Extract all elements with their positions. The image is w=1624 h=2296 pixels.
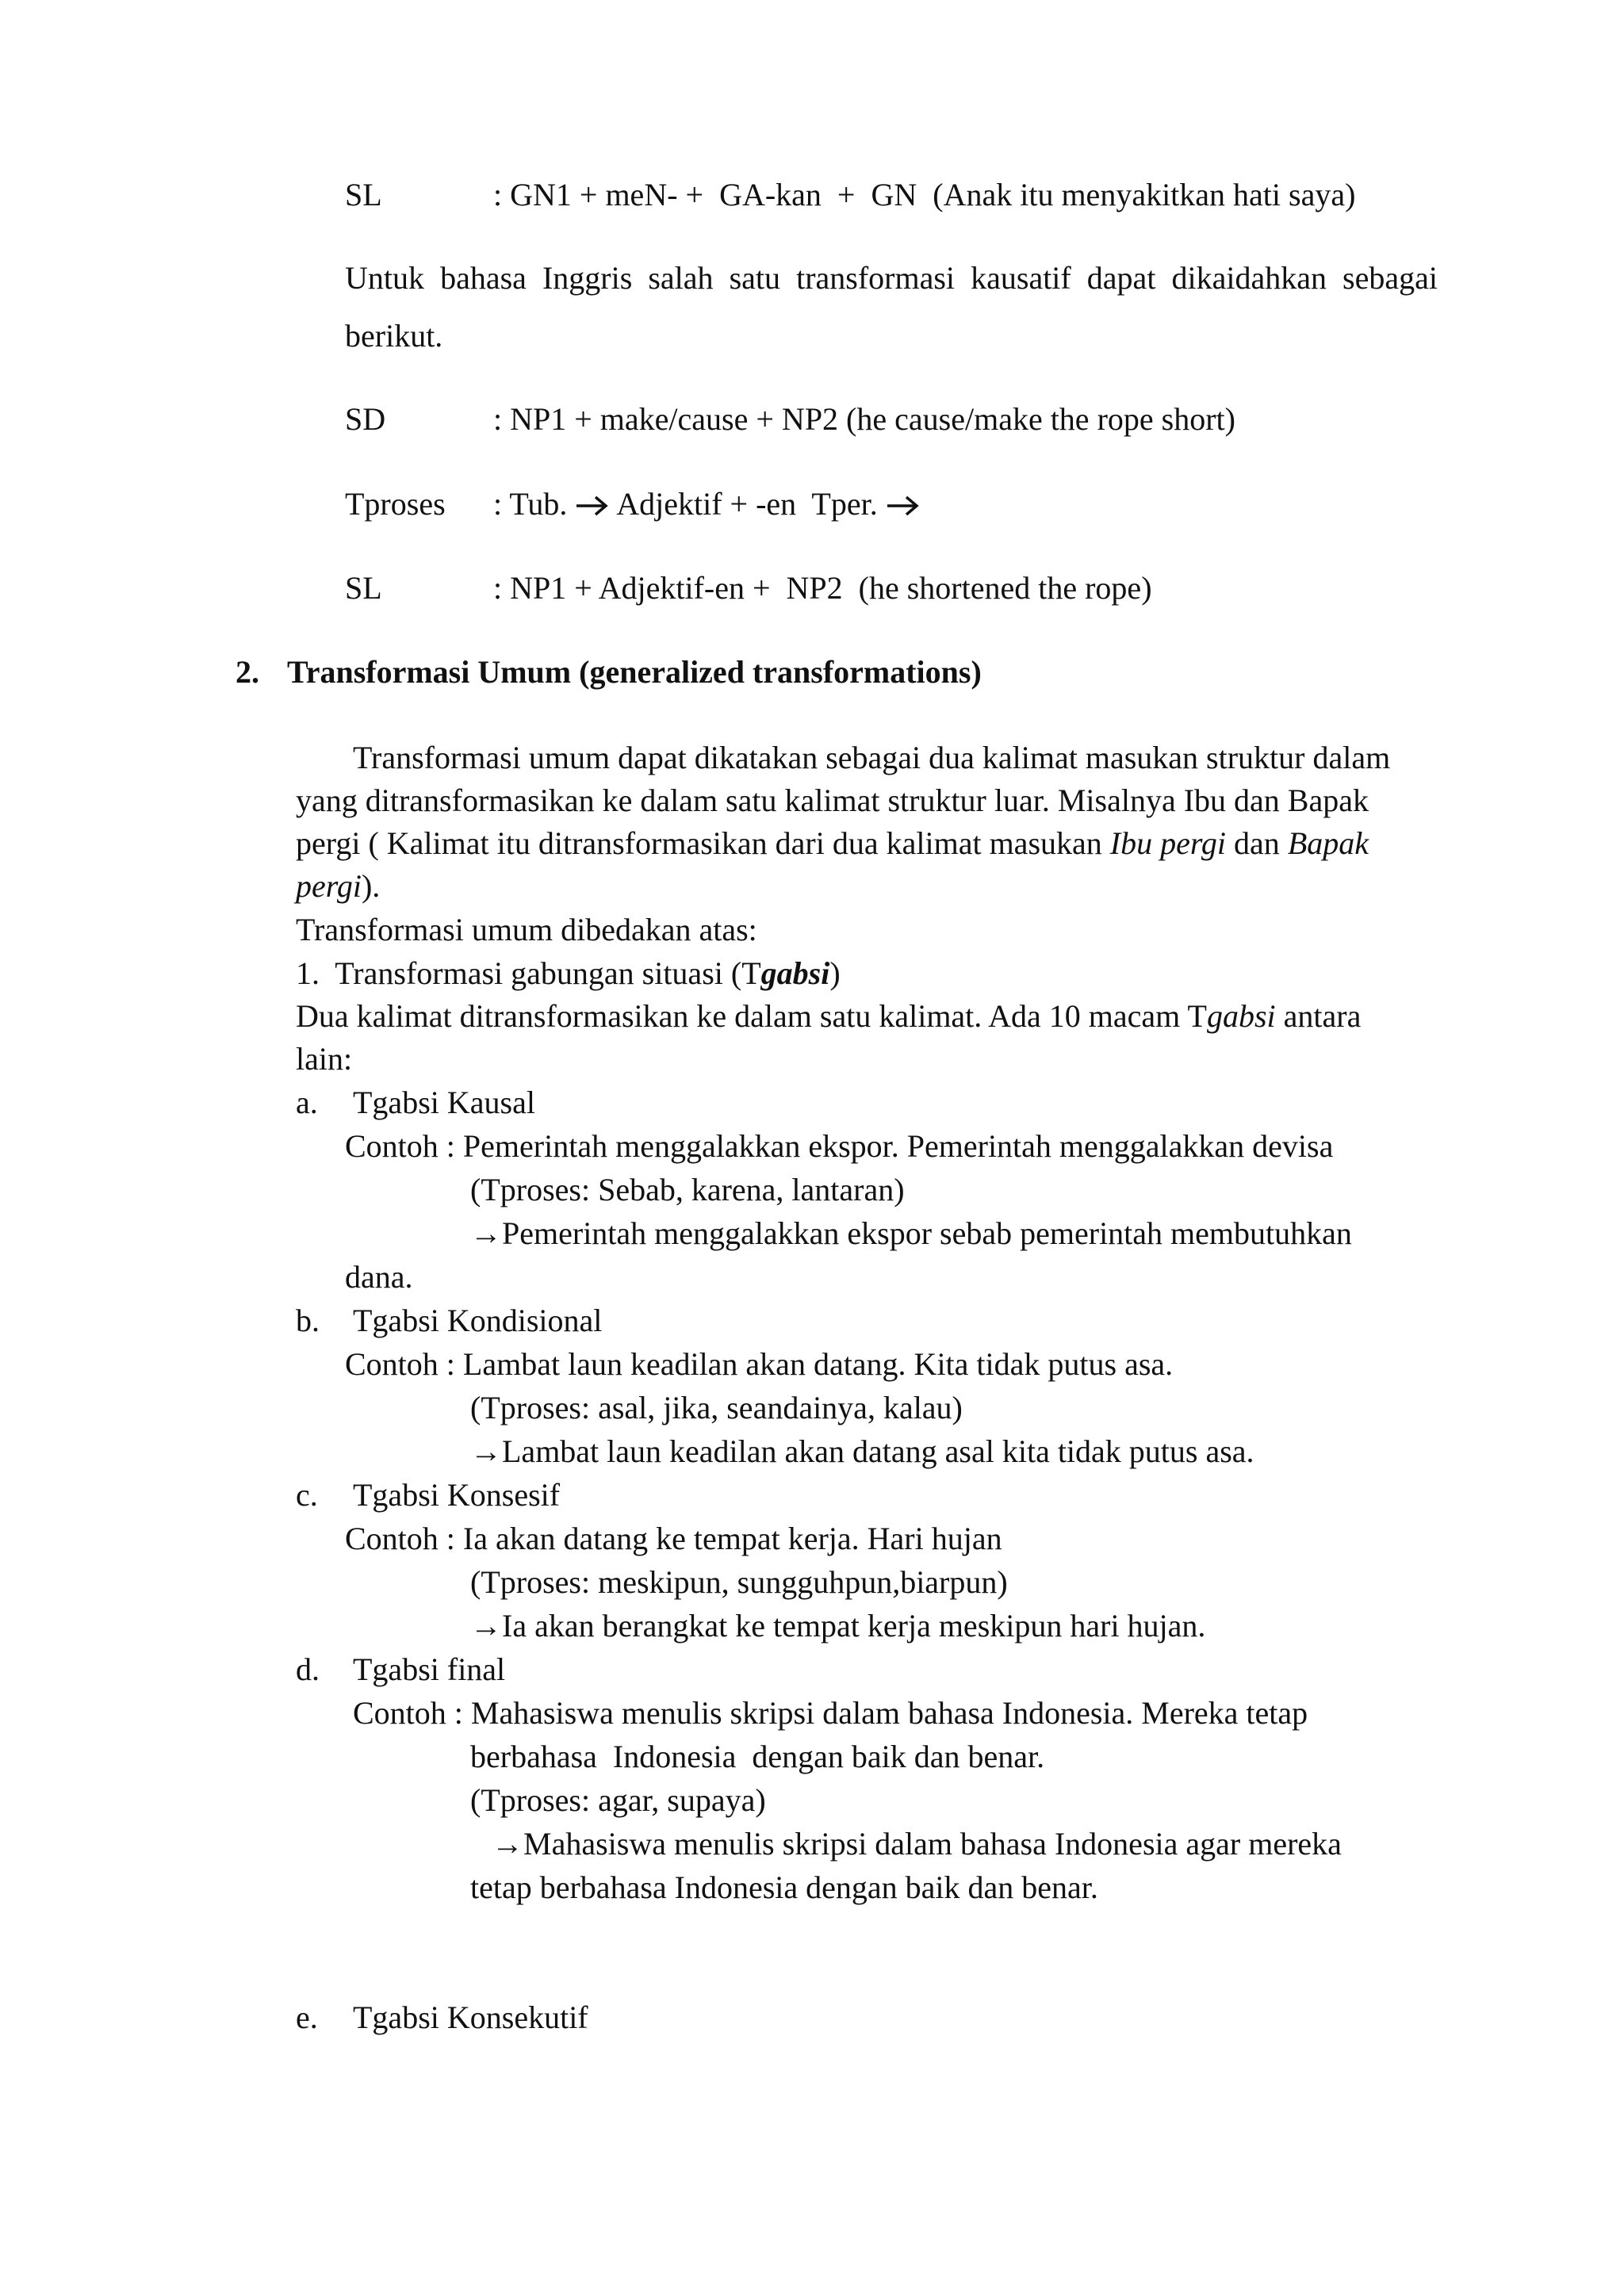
tproses-b: (Tproses: asal, jika, seandainya, kalau) [470, 1390, 963, 1425]
rule-label-sd: SD [345, 401, 386, 437]
tproses-c: (Tproses: meskipun, sungguhpun,biarpun) [470, 1564, 1008, 1600]
subitem-letter-b: b. [296, 1303, 320, 1338]
result-b: →Lambat laun keadilan akan datang asal kita tidak putus asa. [470, 1433, 1254, 1469]
subitem-letter-e: e. [296, 1999, 318, 2035]
right-arrow-icon [575, 494, 610, 518]
list-item-text: 1. Transformasi gabungan situasi (T [296, 955, 761, 991]
subitem-title-c: Tgabsi Konsesif [353, 1477, 561, 1513]
result-d-cont: tetap berbahasa Indonesia dengan baik dan benar. [470, 1869, 1098, 1905]
paragraph-text: pergi ( Kalimat itu ditransformasikan dari dua kalimat masukan [296, 825, 1110, 861]
example-italic: Bapak [1287, 825, 1369, 861]
tproses-a: (Tproses: Sebab, karena, lantaran) [470, 1172, 905, 1207]
right-arrow-icon [886, 494, 921, 518]
subitem-title-d: Tgabsi final [353, 1651, 506, 1687]
tgabsi-bold-italic: gabsi [760, 955, 830, 991]
rule-text-sl: : GN1 + meN- + GA-kan + GN (Anak itu menyakitkan hati saya) [493, 177, 1356, 212]
list-item-text: ) [829, 955, 841, 991]
rule-text-sl-2: : NP1 + Adjektif-en + NP2 (he shortened the rope) [493, 570, 1152, 606]
contoh-b: Contoh : Lambat laun keadilan akan datang. Kita tidak putus asa. [345, 1346, 1174, 1382]
list-item-1 [296, 955, 841, 993]
paragraph-line: yang ditransformasikan ke dalam satu kalimat struktur luar. Misalnya Ibu dan Bapak [296, 783, 1369, 818]
result-a-cont: dana. [345, 1259, 413, 1295]
paragraph-line [296, 825, 1369, 863]
dua-kalimat-line [296, 997, 1361, 1035]
example-italic: Ibu pergi [1109, 825, 1227, 861]
paragraph-text: dan [1226, 825, 1288, 861]
tproses-part1: : Tub. [493, 486, 576, 522]
dibedakan-line: Transformasi umum dibedakan atas: [296, 912, 757, 947]
paragraph-text: Dua kalimat ditransformasikan ke dalam satu kalimat. Ada 10 macam T [296, 998, 1207, 1034]
result-a: →Pemerintah menggalakkan ekspor sebab pemerintah membutuhkan [470, 1215, 1352, 1251]
example-italic: pergi [296, 868, 362, 904]
section-number: 2. [236, 654, 259, 690]
paragraph-line: Transformasi umum dapat dikatakan sebagai dua kalimat masukan struktur dalam [353, 740, 1391, 775]
contoh-d: Contoh : Mahasiswa menulis skripsi dalam bahasa Indonesia. Mereka tetap [353, 1695, 1308, 1731]
contoh-a: Contoh : Pemerintah menggalakkan ekspor. Pemerintah menggalakkan devisa [345, 1128, 1334, 1164]
contoh-c: Contoh : Ia akan datang ke tempat kerja. Hari hujan [345, 1521, 1002, 1556]
tproses-d: (Tproses: agar, supaya) [470, 1782, 766, 1818]
result-c: →Ia akan berangkat ke tempat kerja meskipun hari hujan. [470, 1608, 1206, 1644]
rule-text-sd: : NP1 + make/cause + NP2 (he cause/make the rope short) [493, 401, 1235, 437]
subitem-letter-d: d. [296, 1651, 320, 1687]
subitem-title-a: Tgabsi Kausal [353, 1085, 535, 1120]
subitem-letter-a: a. [296, 1085, 318, 1120]
rule-label-sl: SL [345, 177, 382, 212]
intro-line: Untuk bahasa Inggris salah satu transformasi kausatif dapat dikaidahkan sebagai [345, 260, 1438, 296]
result-d: →Mahasiswa menulis skripsi dalam bahasa Indonesia agar mereka [492, 1826, 1342, 1862]
subitem-title-b: Tgabsi Kondisional [353, 1303, 603, 1338]
paragraph-text: antara [1275, 998, 1362, 1034]
paragraph-text: ). [361, 868, 381, 904]
intro-line-cont: berikut. [345, 318, 443, 354]
contoh-d-cont: berbahasa Indonesia dengan baik dan benar. [470, 1739, 1045, 1774]
rule-text-tproses [493, 485, 921, 523]
tgabsi-italic: gabsi [1206, 998, 1276, 1034]
rule-label-tproses: Tproses [345, 486, 446, 522]
dua-kalimat-line-cont: lain: [296, 1041, 353, 1077]
subitem-letter-c: c. [296, 1477, 318, 1513]
rule-label-sl-2: SL [345, 570, 382, 606]
tproses-part2: Adjektif + -en Tper. [610, 486, 886, 522]
paragraph-line [296, 867, 380, 905]
subitem-title-e: Tgabsi Konsekutif [353, 1999, 588, 2035]
section-title: Transformasi Umum (generalized transformations) [287, 654, 982, 690]
